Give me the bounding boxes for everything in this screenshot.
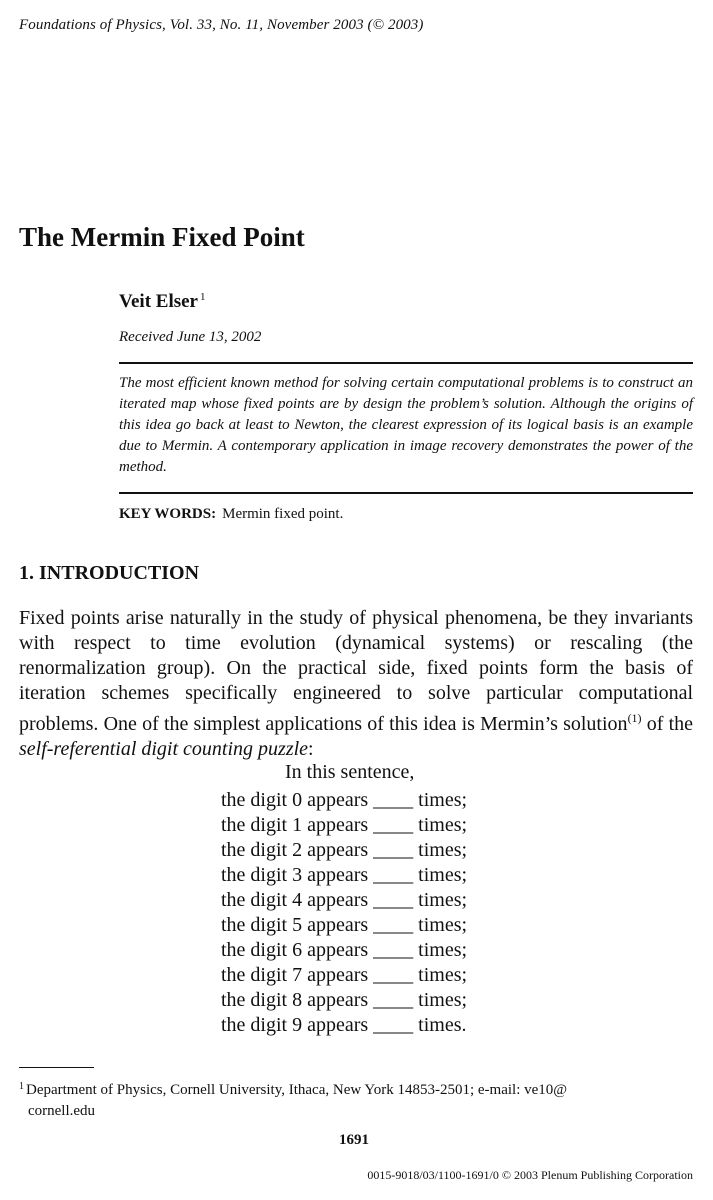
footnote xyxy=(19,1076,693,1122)
puzzle-line: the digit 7 appears ____ times; xyxy=(221,964,468,986)
keywords-value: Mermin fixed point. xyxy=(222,506,344,522)
paragraph-text-end: : xyxy=(308,738,314,760)
keywords-label: KEY WORDS: xyxy=(119,506,217,522)
footnote-mark: 1 xyxy=(19,1081,24,1092)
puzzle-intro: In this sentence, xyxy=(285,761,415,783)
abstract-top-rule xyxy=(119,362,693,364)
author-footnote-mark: 1 xyxy=(199,291,206,303)
article-title: The Mermin Fixed Point xyxy=(19,222,305,252)
puzzle-line: the digit 6 appears ____ times; xyxy=(221,939,468,961)
section-heading: 1. INTRODUCTION xyxy=(19,562,200,584)
footnote-rule xyxy=(19,1067,94,1068)
citation-mark: (1) xyxy=(627,711,642,725)
puzzle-line: the digit 2 appears ____ times; xyxy=(221,839,468,861)
abstract-bottom-rule xyxy=(119,492,693,494)
puzzle-line: the digit 1 appears ____ times; xyxy=(221,814,468,836)
puzzle-line: the digit 4 appears ____ times; xyxy=(221,889,468,911)
abstract: The most efficient known method for solving certain computational problems is to construct an iterated map whose fixed points are by design the problem’s solution. Although the origins of this idea go back at least to Newton, the clearest expression of its logical basis is an example due to Mermin. A contemporary application in image recovery demonstrates the power of the method. xyxy=(119,375,693,475)
footnote-line-2: cornell.edu xyxy=(28,1103,96,1119)
received-date: Received June 13, 2002 xyxy=(119,329,262,345)
paragraph-text-mid: of the xyxy=(641,713,694,735)
journal-header: Foundations of Physics, Vol. 33, No. 11, November 2003 (© 2003) xyxy=(19,17,424,33)
author-block xyxy=(119,291,205,313)
puzzle-line: the digit 9 appears ____ times. xyxy=(221,1014,467,1036)
page-number: 1691 xyxy=(339,1132,369,1148)
puzzle-line: the digit 3 appears ____ times; xyxy=(221,864,468,886)
keywords xyxy=(119,506,343,523)
footnote-text: Department of Physics, Cornell University, Ithaca, New York 14853-2501; e-mail: ve10@ xyxy=(26,1082,568,1098)
puzzle-line: the digit 0 appears ____ times; xyxy=(221,789,468,811)
puzzle-sentence xyxy=(221,788,467,1038)
author-name: Veit Elser xyxy=(119,291,198,312)
footnote-line-1 xyxy=(19,1076,693,1101)
paragraph-text: Fixed points arise naturally in the study of physical phenomena, be they invariants with respect to time evolution (dynamical systems) or rescaling (the renormalization group). On the practical side, fixed points form the basis of iteration schemes specifically engineered to solve particular computational problems. One of the simplest applications of this idea is Mermin’s solution xyxy=(19,607,693,735)
puzzle-line: the digit 5 appears ____ times; xyxy=(221,914,468,936)
puzzle-name: self-referential digit counting puzzle xyxy=(19,738,309,760)
intro-paragraph xyxy=(19,606,693,762)
publisher-imprint: 0015-9018/03/1100-1691/0 © 2003 Plenum Publishing Corporation xyxy=(367,1168,693,1182)
puzzle-line: the digit 8 appears ____ times; xyxy=(221,989,468,1011)
